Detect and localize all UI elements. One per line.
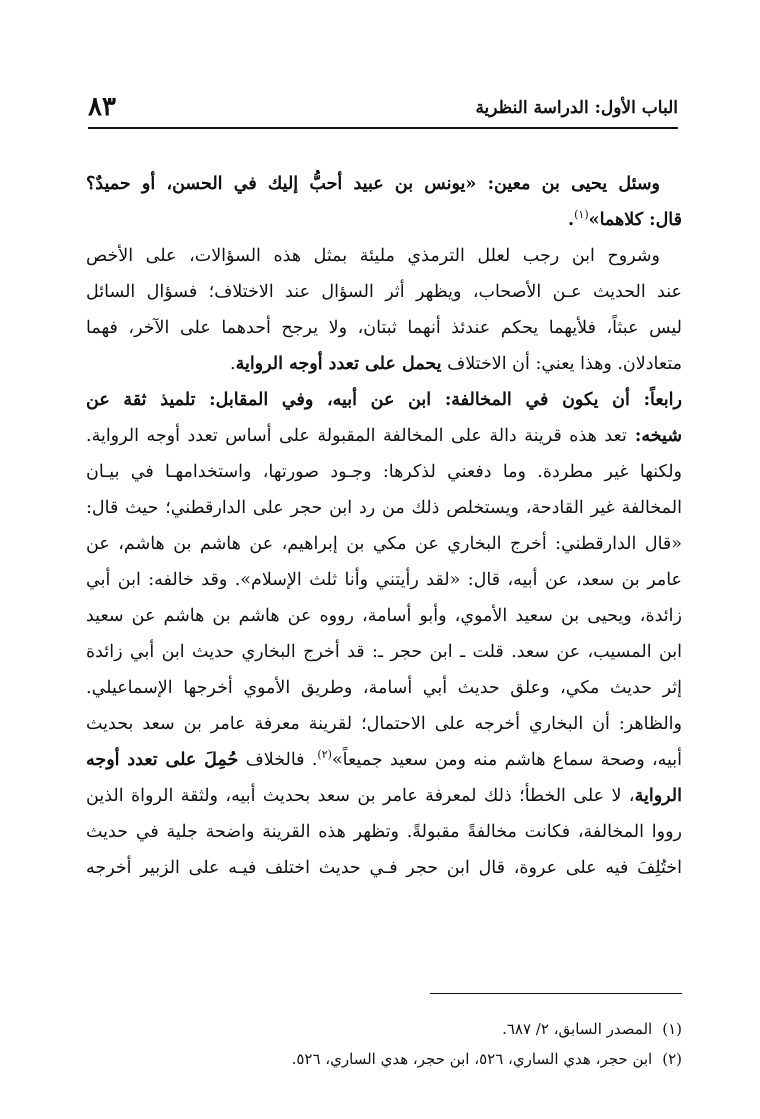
line-13: زائدة، ويحيى بن سعيد الأموي، وأبو أسامة، رووه عن هاشم بن هاشم عن سعيد [86,606,682,626]
line-5: ليس عبثاً، فلأيهما يحكم عندئذ أنهما ثبتان، ولا يرجح أحدهما على الآخر، فهما [86,318,682,338]
line-3: وشروح ابن رجب لعلل الترمذي مليئة بمثل هذه السؤالات، على الأخص [86,246,660,266]
text-line [86,418,682,454]
text-line [86,670,682,706]
line-16: والظاهر: أن البخاري أخرجه على الاحتمال؛ لقرينة معرفة عامر بن سعد بحديث [86,714,682,734]
footnote-ref-2: (٢) [317,748,332,762]
text-line [86,526,682,562]
line-8: تعد هذه قرينة دالة على المخالفة المقبولة على أساس تعدد أوجه الرواية. [86,426,627,446]
line-6-emphasis: يحمل على تعدد أوجه الرواية [235,354,442,374]
text-line [86,742,682,778]
line-9: ولكنها غير مطردة. وما دفعني لذكرها: وجـود صورتها، واستخدامهـا في بيـان [86,462,682,482]
line-19: رووا المخالفة، فكانت مخالفةً مقبولةً. وتظهر هذه القرينة واضحة جلية في حديث [86,822,682,842]
text-line [86,778,682,814]
line-14: ابن المسيب، عن سعد. قلت ـ ابن حجر ـ: قد أخرج البخاري حديث ابن أبي زائدة [86,642,682,662]
line-18-emphasis: الرواية [634,786,682,806]
text-line [86,346,682,382]
text-line [86,562,682,598]
line-18: ، لا على الخطأ؛ ذلك لمعرفة عامر بن سعد بحديث أبيه، ولثقة الرواة الذين [86,786,635,806]
main-text [86,166,682,886]
text-line [86,238,682,274]
footnote-separator [430,993,682,994]
line-17b: . فالخلاف [238,750,318,770]
footnote [86,1014,682,1044]
line-17a: أبيه، وصحة سماع هاشم منه ومن سعيد جميعاً» [331,750,682,770]
footnote-text: المصدر السابق، ٢/ ٦٨٧. [502,1020,653,1038]
line-6c: . [229,354,236,374]
line-11: «قال الدارقطني: أخرج البخاري عن مكي بن إبراهيم، عن هاشم بن هاشم، عن [86,534,682,554]
line-10: المخالفة غير القادحة، ويستخلص ذلك من رد ابن حجر على الدارقطني؛ حيث قال: [86,498,682,518]
text-line [86,274,682,310]
line-8-label: شيخه: [626,426,682,446]
line-2-end: . [568,210,575,230]
text-line [86,598,682,634]
text-line [86,850,682,886]
text-line [86,202,682,238]
running-header [88,92,678,126]
text-line [86,454,682,490]
text-line [86,706,682,742]
line-20: اختُلِفَ فيه على عروة، قال ابن حجر فـي حديث اختلف فيـه على الزبير أخرجه [86,858,682,878]
footnote-text: ابن حجر، هدي الساري، ٥٢٦، ابن حجر، هدي الساري، ٥٢٦. [291,1050,653,1068]
line-4: عند الحديث عـن الأصحاب، ويظهر أثر السؤال عند الاختلاف؛ فسؤال السائل [86,282,682,302]
line-2: قال: كلاهما» [588,210,682,230]
text-line [86,814,682,850]
footnote-number: (١) [662,1020,682,1038]
line-15: إثر حديث مكي، وعلق حديث أبي أسامة، وطريق الأموي أخرجها الإسماعيلي. [86,678,682,698]
chapter-title: الباب الأول: الدراسة النظرية [475,98,678,118]
text-line [86,382,682,418]
line-17-emphasis: حُمِلَ على تعدد أوجه [86,750,239,770]
text-line [86,490,682,526]
text-line [86,310,682,346]
line-1: وسئل يحيى بن معين: «يونس بن عبيد أحبُّ إليك في الحسن، أو حميدٌ؟ [86,174,660,194]
text-line [86,166,682,202]
line-6a: متعادلان. وهذا يعني: أن الاختلاف [441,354,682,374]
footnote [86,1044,682,1074]
footnotes [86,1014,682,1074]
page-number: ٨٣ [88,92,116,122]
header-rule [88,127,678,129]
text-line [86,634,682,670]
line-12: عامر بن سعد، عن أبيه، قال: «لقد رأيتني وأنا ثلث الإسلام». وقد خالفه: ابن أبي [86,570,682,590]
footnote-number: (٢) [662,1050,682,1068]
line-7: رابعاً: أن يكون في المخالفة: ابن عن أبيه، وفي المقابل: تلميذ ثقة عن [86,390,682,410]
footnote-ref-1: (١) [574,208,589,222]
